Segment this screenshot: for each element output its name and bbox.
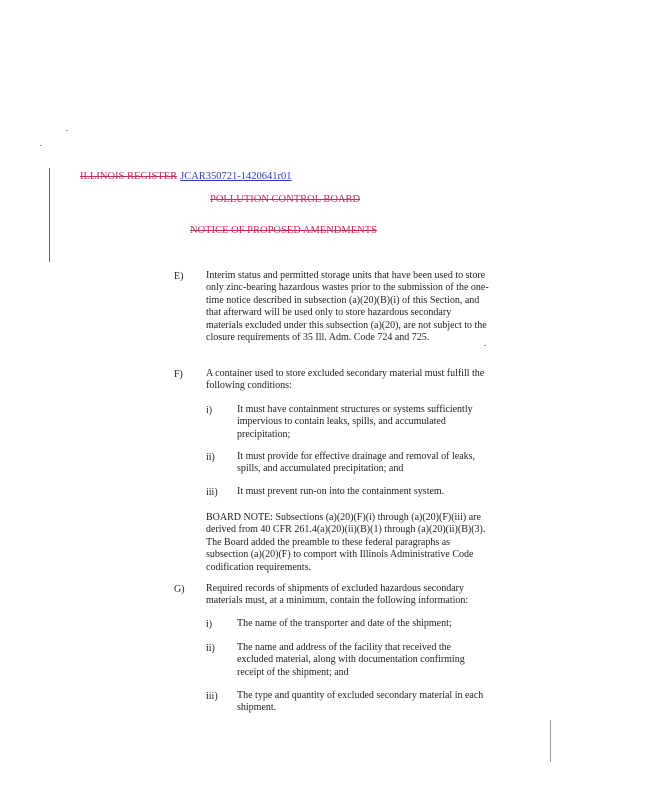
subsection-g-text: Required records of shipments of excluded hazardous secondary materials must, at a minimum, contain the following information: <box>206 583 469 607</box>
notice-header: NOTICE OF PROPOSED AMENDMENTS <box>190 225 377 236</box>
register-struck-text: ILLINOIS REGISTER <box>80 171 178 182</box>
margin-change-bar <box>49 168 50 262</box>
register-header <box>80 171 292 182</box>
subsection-g-ii-text: The name and address of the facility that received the excluded material, along with documentation confirming receipt of the shipment; and <box>237 642 465 678</box>
register-id: JCAR350721-1420641r01 <box>180 171 292 182</box>
subsection-f-i-label: i) <box>206 405 213 416</box>
subsection-f-i-text: It must have containment structures or systems sufficiently impervious to contain leaks, spills, and accumulated precipitation; <box>237 404 473 440</box>
subsection-e-label: E) <box>174 271 184 282</box>
subsection-g-i-text: The name of the transporter and date of the shipment; <box>237 618 452 629</box>
subsection-g-iii-text: The type and quantity of excluded secondary material in each shipment. <box>237 690 484 714</box>
subsection-g-label: G) <box>174 584 185 595</box>
margin-change-bar-right <box>550 720 551 762</box>
board-header: POLLUTION CONTROL BOARD <box>210 194 361 205</box>
scan-speck <box>66 130 68 131</box>
subsection-f-text: A container used to store excluded secondary material must fulfill the following conditions: <box>206 368 485 392</box>
subsection-g-iii-label: iii) <box>206 691 218 702</box>
subsection-f-ii-label: ii) <box>206 452 215 463</box>
subsection-g-i-label: i) <box>206 619 213 630</box>
scan-speck <box>40 145 42 146</box>
subsection-e-text: Interim status and permitted storage units that have been used to store only zinc-bearing hazardous wastes prior to the submission of the one-time notice described in subsection (a)(20)(B)(i) of this Section, and that afterward will be used only to store hazardous secondary materials excluded under this subsection (a)(20), are not subject to the closure requirements of 35 Ill. Adm. Code 724 and 725. <box>206 270 489 344</box>
board-note: BOARD NOTE: Subsections (a)(20)(F)(i) through (a)(20)(F)(iii) are derived from 40 CFR 261.4(a)(20)(ii)(B)(1) through (a)(20)(ii)(B)(3). The Board added the preamble to these federal paragraphs as subsection (a)(20)(F) to comport with Illinois Administrative Code codification requirements. <box>206 512 486 573</box>
subsection-f-label: F) <box>174 369 183 380</box>
subsection-f-iii-text: It must prevent run-on into the containment system. <box>237 486 445 497</box>
scan-speck <box>484 345 486 346</box>
subsection-f-iii-label: iii) <box>206 487 218 498</box>
subsection-f-ii-text: It must provide for effective drainage and removal of leaks, spills, and accumulated precipitation; and <box>237 451 476 475</box>
subsection-g-ii-label: ii) <box>206 643 215 654</box>
